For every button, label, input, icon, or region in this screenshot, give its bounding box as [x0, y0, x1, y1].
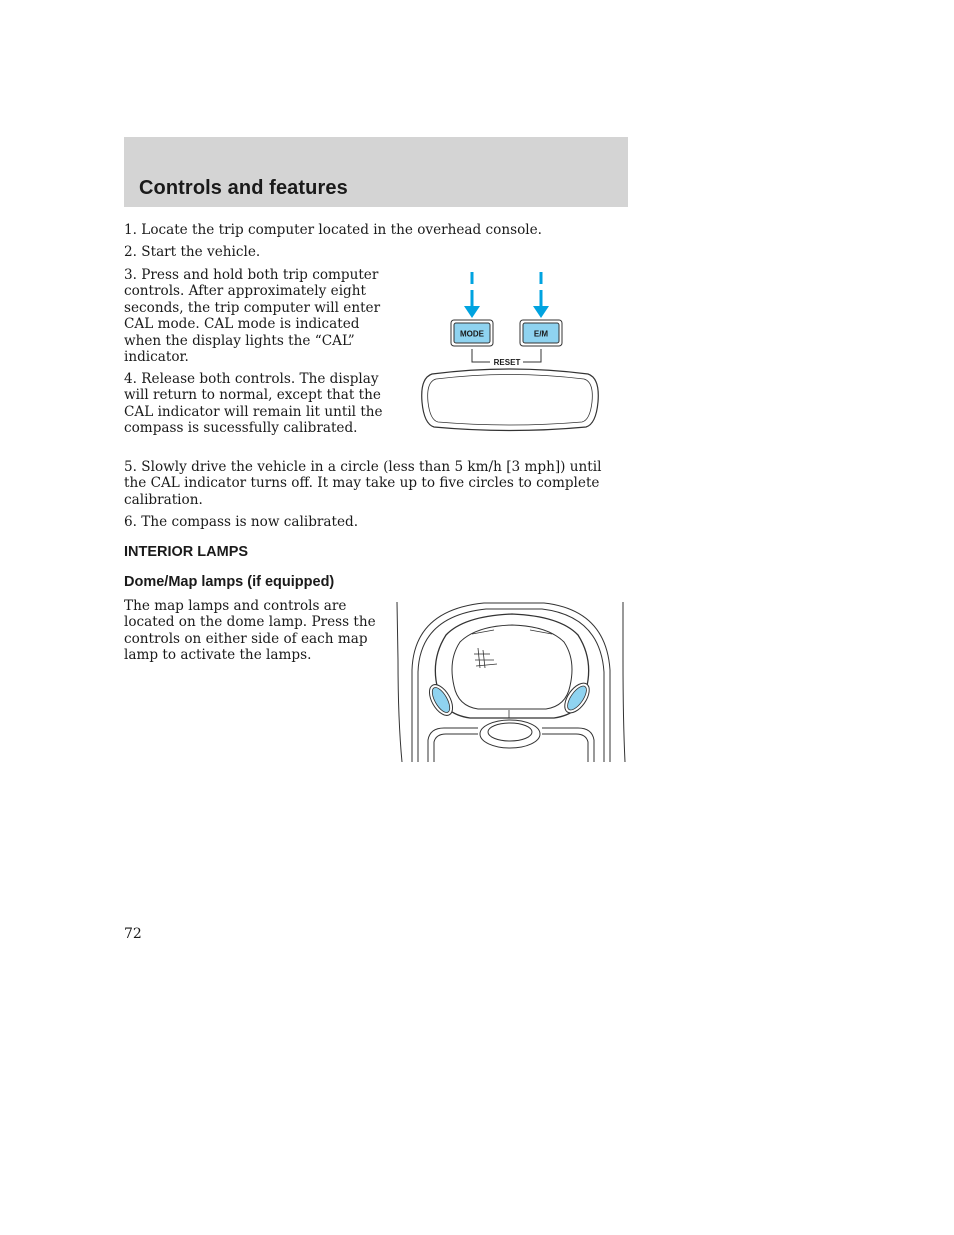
left-map-lamp-button [425, 681, 458, 719]
reset-label: RESET [493, 358, 521, 367]
step-5: 5. Slowly drive the vehicle in a circle (less than 5 km/h [3 mph]) until the CAL indicator turns off. It may take up to five circles to complete calibration. [124, 459, 602, 508]
step-2: 2. Start the vehicle. [124, 244, 261, 260]
section-title: Controls and features [139, 177, 348, 199]
reset-bracket [472, 349, 541, 367]
rearview-mirror-outline [422, 369, 599, 431]
dome-lamp-figure [394, 600, 630, 764]
em-button-label: E/M [533, 329, 549, 339]
page-number: 72 [124, 926, 142, 942]
em-button [520, 320, 562, 346]
press-arrow-right-icon [533, 272, 549, 318]
dome-lamps-description: The map lamps and controls are located on the dome lamp. Press the controls on either side of each map lamp to activate the lamps. [124, 598, 376, 664]
lower-console-outline [428, 720, 594, 762]
trip-computer-figure [410, 262, 610, 437]
step-4: 4. Release both controls. The display will return to normal, except that the CAL indicator will remain lit until the compass is sucessfully calibrated. [124, 371, 383, 437]
press-arrow-left-icon [464, 272, 480, 318]
interior-lamps-heading: INTERIOR LAMPS [124, 544, 249, 560]
section-header-band [124, 137, 628, 207]
step-3: 3. Press and hold both trip computer controls. After approximately eight seconds, the trip computer will enter CAL mode. CAL mode is indicated when the display lights the “CAL” indicator. [124, 267, 381, 366]
mode-button-label: MODE [460, 329, 484, 339]
dome-map-lamps-subheading: Dome/Map lamps (if equipped) [124, 574, 335, 590]
step-6: 6. The compass is now calibrated. [124, 514, 359, 530]
mode-button [451, 320, 493, 346]
step-1: 1. Locate the trip computer located in the overhead console. [124, 222, 542, 238]
dome-switch-marks-icon [474, 648, 497, 668]
